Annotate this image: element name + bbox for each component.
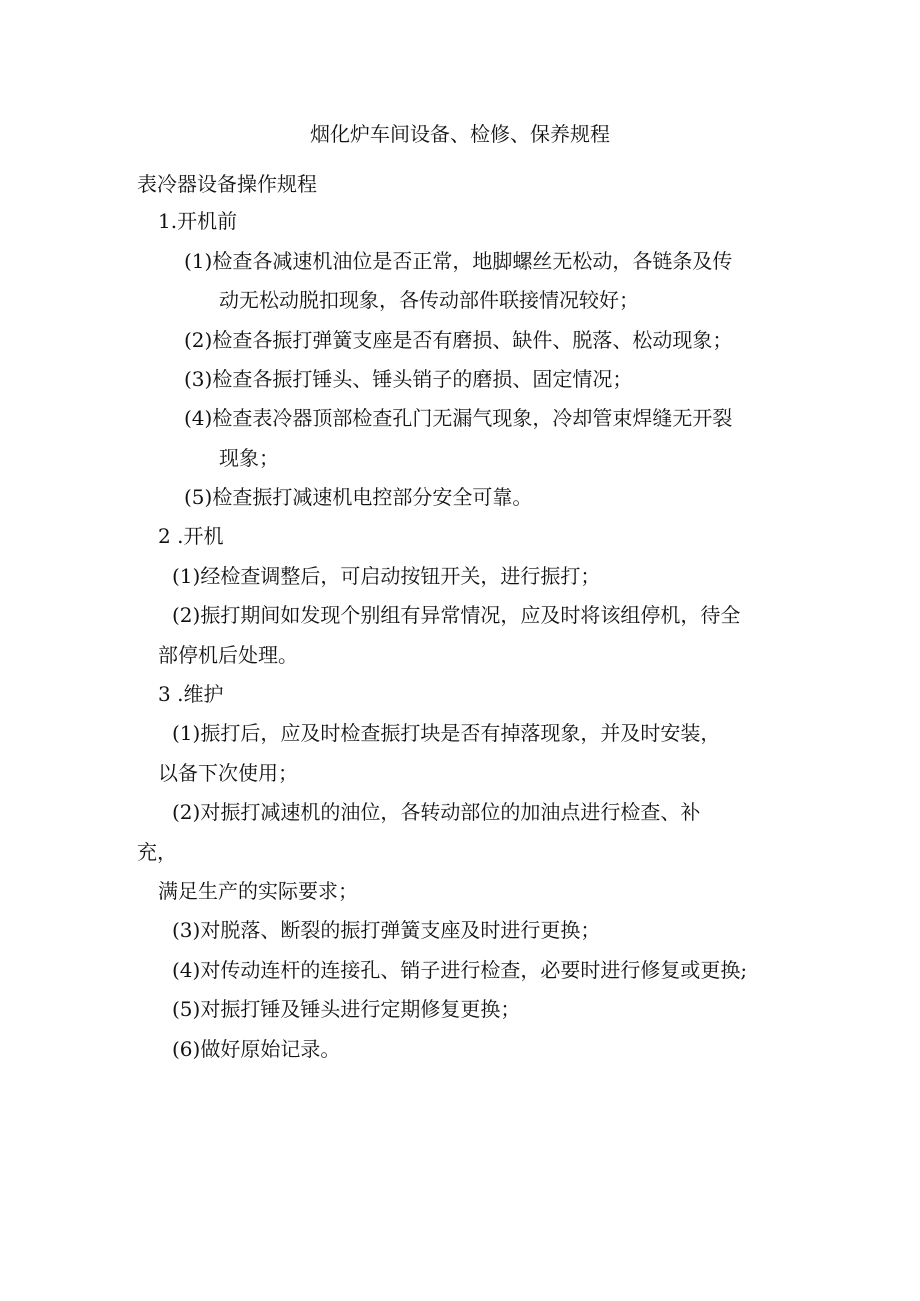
part1-item4-line2: 现象； — [219, 446, 279, 470]
part2-item2-line2: 部停机后处理。 — [158, 643, 298, 667]
part3-item5: (5)对振打锤及锤头进行定期修复更换； — [172, 997, 521, 1021]
part1-heading: 1.开机前 — [158, 209, 238, 233]
section-heading: 表冷器设备操作规程 — [137, 172, 317, 196]
part1-item5: (5)检查振打减速机电控部分安全可靠。 — [184, 485, 533, 509]
part3-item1-line2: 以备下次使用； — [158, 761, 298, 785]
part3-item3: (3)对脱落、断裂的振打弹簧支座及时进行更换； — [172, 918, 601, 942]
part1-item1-line2: 动无松动脱扣现象，各传动部件联接情况较好； — [219, 288, 639, 312]
part3-item6: (6)做好原始记录。 — [172, 1037, 341, 1061]
part3-item4: (4)对传动连杆的连接孔、销子进行检查，必要时进行修复或更换; — [172, 958, 748, 982]
part1-item2: (2)检查各振打弹簧支座是否有磨损、缺件、脱落、松动现象； — [184, 328, 733, 352]
part3-item2-line2: 充， — [137, 840, 177, 864]
part3-item2-line1: (2)对振打减速机的油位，各转动部位的加油点进行检查、补 — [172, 800, 701, 824]
part2-item1: (1)经检查调整后，可启动按钮开关，进行振打； — [172, 564, 601, 588]
part2-item2-line1: (2)振打期间如发现个别组有异常情况，应及时将该组停机，待全 — [172, 603, 741, 627]
document-title: 烟化炉车间设备、检修、保养规程 — [310, 122, 610, 146]
part3-item1-line1: (1)振打后，应及时检查振打块是否有掉落现象，并及时安装， — [172, 721, 721, 745]
part1-item4-line1: (4)检查表冷器顶部检查孔门无漏气现象，冷却管束焊缝无开裂 — [184, 406, 733, 430]
part3-item2-line3: 满足生产的实际要求； — [158, 879, 358, 903]
part2-heading: 2 .开机 — [158, 524, 224, 548]
part3-heading: 3 .维护 — [158, 682, 224, 706]
part1-item1-line1: (1)检查各减速机油位是否正常，地脚螺丝无松动，各链条及传 — [184, 249, 733, 273]
part1-item3: (3)检查各振打锤头、锤头销子的磨损、固定情况； — [184, 367, 633, 391]
